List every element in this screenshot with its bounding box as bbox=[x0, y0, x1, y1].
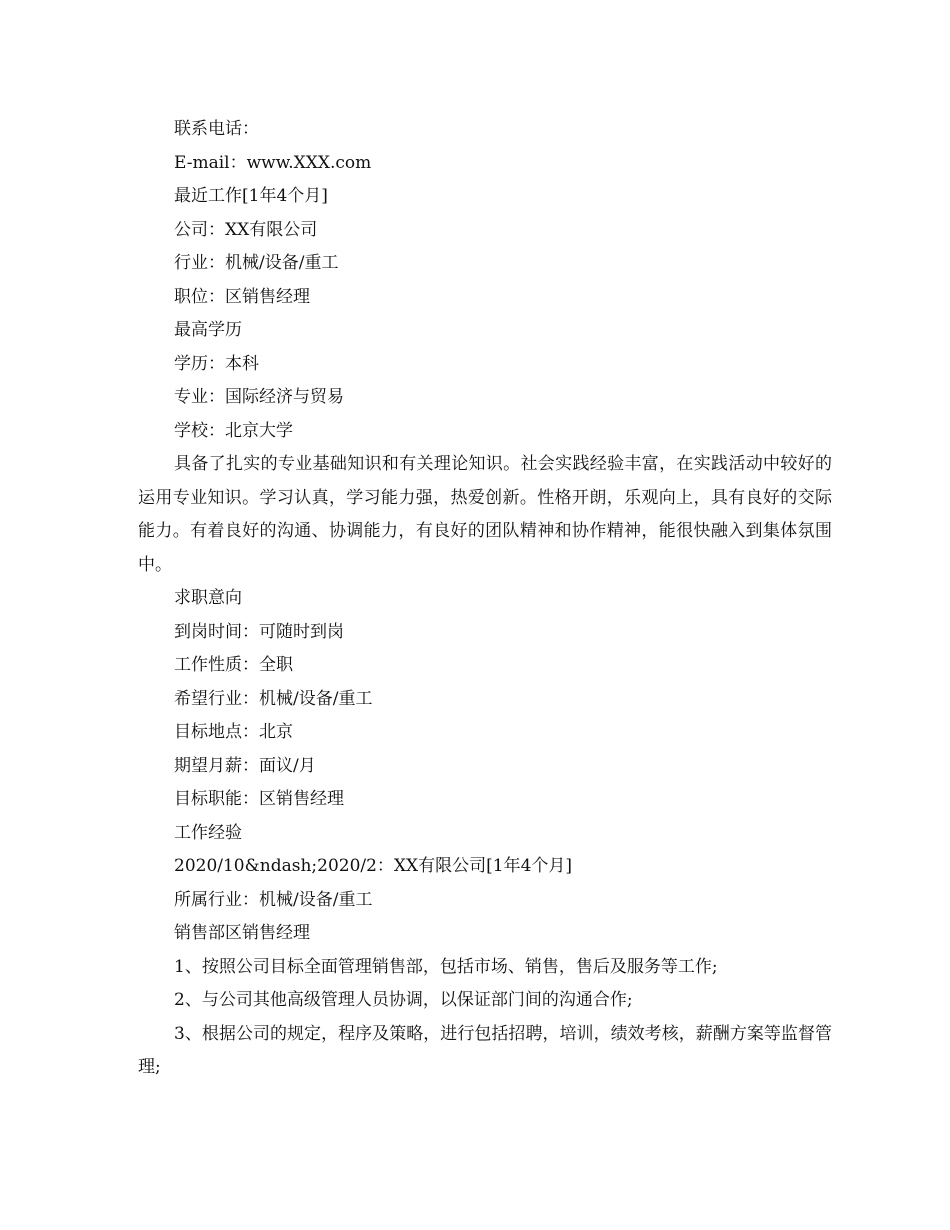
education-school: 学校：北京大学 bbox=[174, 420, 293, 441]
education-degree: 学历：本科 bbox=[174, 353, 259, 374]
job-intention-function: 目标职能：区销售经理 bbox=[174, 789, 344, 809]
experience-duty-3: 3、根据公司的规定，程序及策略，进行包括招聘，培训，绩效考核，薪酬方案等监督管理; bbox=[138, 1023, 832, 1077]
recent-work-industry: 行业：机械/设备/重工 bbox=[174, 253, 339, 273]
contact-phone: 联系电话： bbox=[174, 119, 259, 139]
recent-work-position: 职位：区销售经理 bbox=[174, 286, 310, 307]
job-intention-salary: 期望月薪：面议/月 bbox=[174, 755, 316, 776]
job-intention-location: 目标地点：北京 bbox=[174, 722, 293, 742]
recent-work-heading: 最近工作[1年4个月] bbox=[174, 186, 328, 206]
resume-body bbox=[138, 113, 832, 1085]
experience-title: 销售部区销售经理 bbox=[174, 923, 310, 943]
education-major: 专业：国际经济与贸易 bbox=[174, 387, 344, 407]
experience-duty-2: 2、与公司其他高级管理人员协调，以保证部门间的沟通合作; bbox=[174, 990, 633, 1010]
contact-email: E-mail：www.XXX.com bbox=[174, 152, 372, 173]
job-intention-arrival: 到岗时间：可随时到岗 bbox=[174, 621, 344, 642]
recent-work-company: 公司：XX有限公司 bbox=[174, 219, 318, 240]
self-evaluation-paragraph: 具备了扎实的专业基础知识和有关理论知识。社会实践经验丰富，在实践活动中较好的运用专业知识。学习认真，学习能力强，热爱创新。性格开朗，乐观向上，具有良好的交际能力。有着良好的沟通、协调能力，有良好的团队精神和协作精神，能很快融入到集体氛围中。 bbox=[138, 454, 832, 575]
job-intention-nature: 工作性质：全职 bbox=[174, 655, 293, 675]
education-heading: 最高学历 bbox=[174, 320, 242, 340]
experience-industry: 所属行业：机械/设备/重工 bbox=[174, 889, 373, 910]
job-intention-heading: 求职意向 bbox=[174, 588, 242, 608]
job-intention-industry: 希望行业：机械/设备/重工 bbox=[174, 688, 373, 709]
experience-period: 2020/10&ndash;2020/2：XX有限公司[1年4个月] bbox=[174, 856, 573, 876]
experience-heading: 工作经验 bbox=[174, 822, 242, 843]
experience-duty-1: 1、按照公司目标全面管理销售部，包括市场、销售，售后及服务等工作; bbox=[174, 956, 718, 977]
